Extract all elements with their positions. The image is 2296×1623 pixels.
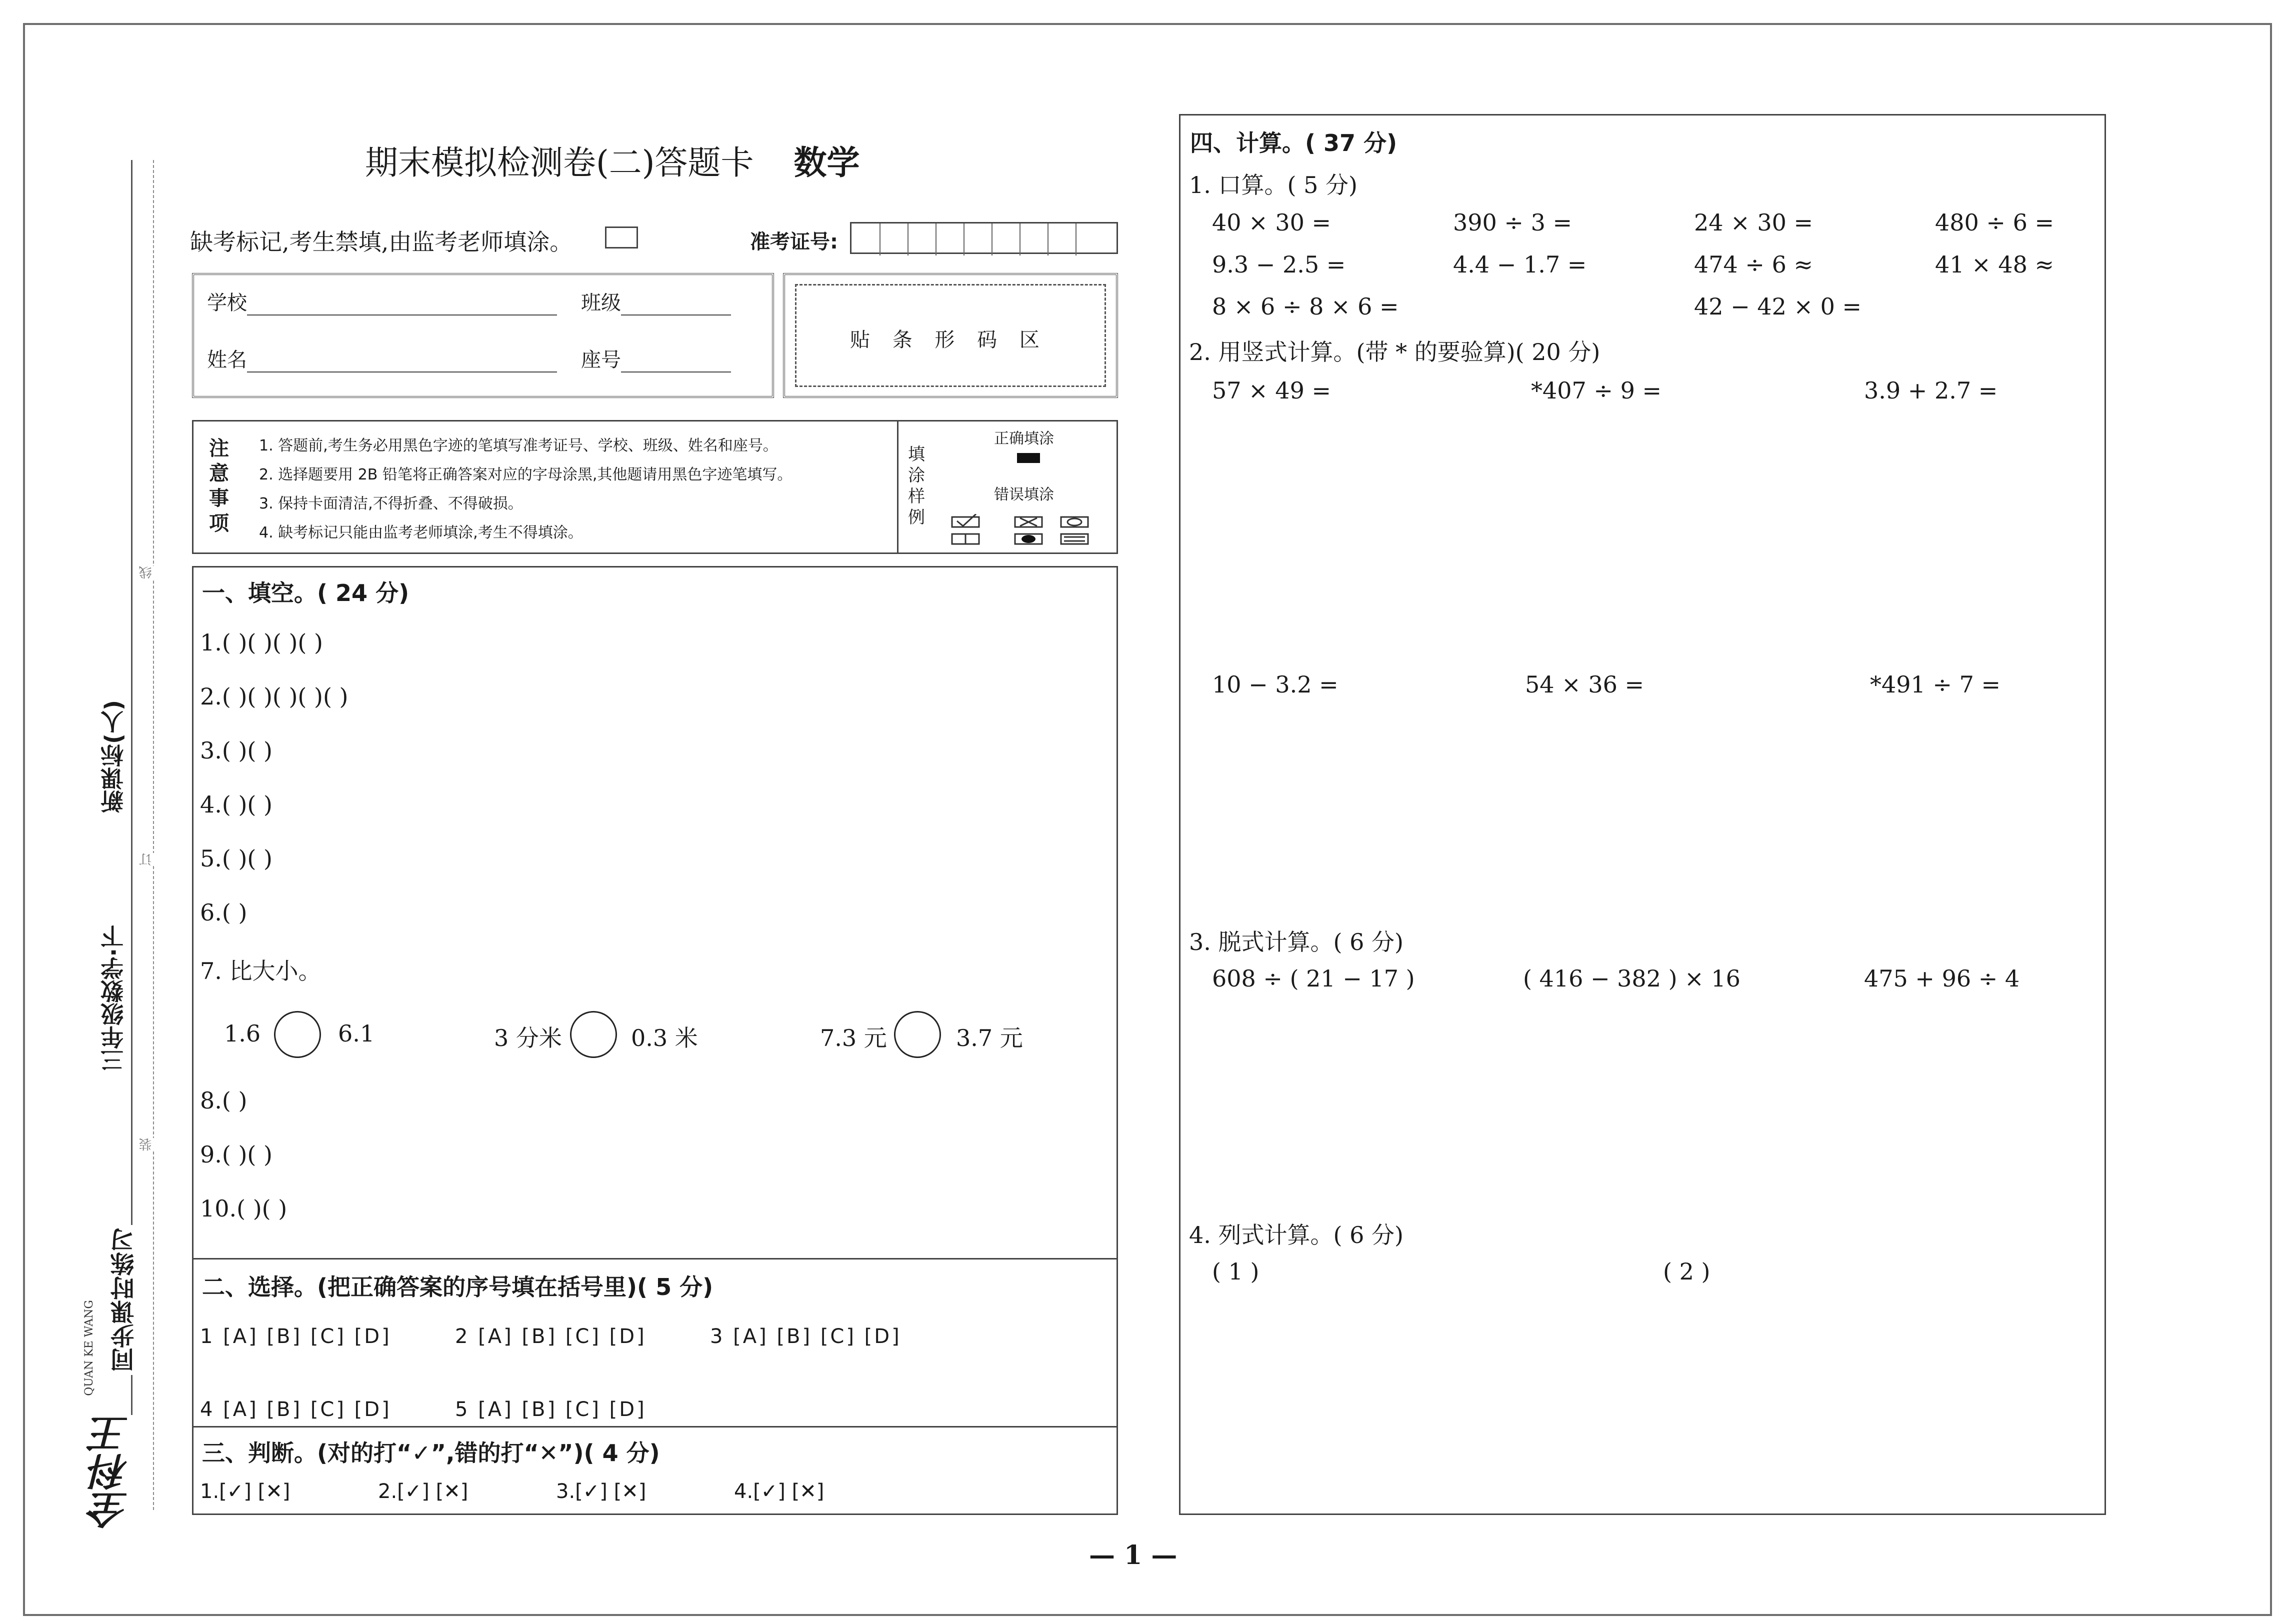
stepwise-2: ( 416 − 382 ) × 16 <box>1523 965 1740 992</box>
listing-1: ( 1 ) <box>1212 1258 1260 1285</box>
notice-item-1: 1. 答题前,考生务必用黑色字迹的笔填写准考证号、学校、班级、姓名和座号。 <box>259 437 778 454</box>
judge-item-1[interactable]: 1.[✓] [✕] <box>200 1480 290 1503</box>
notice-item-3: 3. 保持卡面清洁,不得折叠、不得破损。 <box>259 495 523 512</box>
stepwise-1: 608 ÷ ( 21 − 17 ) <box>1212 965 1415 992</box>
oral-3: 24 × 30 = <box>1694 209 1814 236</box>
oral-10: 42 − 42 × 0 = <box>1694 293 1862 320</box>
correct-fill-label: 正确填涂 <box>994 430 1054 448</box>
oral-5: 9.3 − 2.5 = <box>1212 251 1346 278</box>
divider-2-3 <box>192 1426 1118 1428</box>
absent-note: 缺考标记,考生禁填,由监考老师填涂。 <box>190 228 573 256</box>
notice-heading: 注意事项 <box>209 437 229 535</box>
oral-2: 390 ÷ 3 = <box>1453 209 1572 236</box>
notice-divider <box>897 420 898 554</box>
listing-heading: 4. 列式计算。( 6 分) <box>1189 1222 1404 1248</box>
vertical-2: *407 ÷ 9 = <box>1531 377 1662 404</box>
choice-item-1[interactable]: 1 [A] [B] [C] [D] <box>200 1325 392 1348</box>
wrong-fill-label: 错误填涂 <box>994 486 1054 504</box>
listing-2: ( 2 ) <box>1663 1258 1710 1285</box>
spine-edition: 新课标(人) <box>97 700 130 813</box>
choice-item-4[interactable]: 4 [A] [B] [C] [D] <box>200 1398 392 1421</box>
brand-pinyin: QUAN KE WANG <box>83 1300 96 1396</box>
absent-mark-box[interactable] <box>605 226 638 248</box>
correct-fill-sample <box>1017 453 1040 463</box>
name-field[interactable]: 姓名 <box>207 344 557 372</box>
school-field[interactable]: 学校 <box>207 287 557 316</box>
fill-row-6[interactable]: 6.( ) <box>200 899 248 926</box>
fill-row-10[interactable]: 10.( )( ) <box>200 1195 288 1222</box>
judge-item-3[interactable]: 3.[✓] [✕] <box>556 1480 646 1503</box>
binding-dashed-line <box>153 160 154 1510</box>
compare-3-left: 7.3 元 <box>820 1024 887 1052</box>
vertical-5: 54 × 36 = <box>1525 671 1644 698</box>
fill-row-1[interactable]: 1.( )( )( )( ) <box>200 629 323 656</box>
spine-grade: 三年级数学·下 <box>97 925 130 1072</box>
brand-subtitle: 同步课时练习 <box>107 1225 142 1375</box>
fill-row-5[interactable]: 5.( )( ) <box>200 845 272 872</box>
compare-1-left: 1.6 <box>224 1020 261 1047</box>
compare-circle-1[interactable] <box>274 1011 321 1058</box>
subject-label: 数学 <box>794 144 860 182</box>
section3-heading: 三、判断。(对的打“✓”,错的打“✕”)( 4 分) <box>202 1440 660 1466</box>
stepwise-heading: 3. 脱式计算。( 6 分) <box>1189 928 1404 956</box>
barcode-label: 贴 条 形 码 区 <box>850 328 1048 352</box>
fill-row-2[interactable]: 2.( )( )( )( )( ) <box>200 683 348 710</box>
fill-row-9[interactable]: 9.( )( ) <box>200 1141 272 1168</box>
fill-row-7: 7. 比大小。 <box>200 958 322 984</box>
divider-1-2 <box>192 1258 1118 1260</box>
vertical-3: 3.9 + 2.7 = <box>1864 377 1998 404</box>
right-answer-frame <box>1179 114 2106 1515</box>
vertical-6: *491 ÷ 7 = <box>1870 671 2001 698</box>
oral-6: 4.4 − 1.7 = <box>1453 251 1587 278</box>
notice-item-4: 4. 缺考标记只能由监考老师填涂,考生不得填涂。 <box>259 524 583 542</box>
vertical-1: 57 × 49 = <box>1212 377 1332 404</box>
fill-row-3[interactable]: 3.( )( ) <box>200 737 272 764</box>
compare-circle-2[interactable] <box>570 1011 617 1058</box>
section4-heading: 四、计算。( 37 分) <box>1190 130 1398 156</box>
page-title: 期末模拟检测卷(二)答题卡 数学 <box>365 144 860 182</box>
judge-item-4[interactable]: 4.[✓] [✕] <box>734 1480 824 1503</box>
vertical-4: 10 − 3.2 = <box>1212 671 1338 698</box>
exam-number-grid[interactable] <box>850 222 1118 254</box>
notice-item-2: 2. 选择题要用 2B 铅笔将正确答案对应的字母涂黑,其他题请用黑色字迹笔填写。 <box>259 466 792 484</box>
sample-heading: 填涂样例 <box>908 444 925 528</box>
choice-item-3[interactable]: 3 [A] [B] [C] [D] <box>710 1325 902 1348</box>
choice-item-5[interactable]: 5 [A] [B] [C] [D] <box>455 1398 646 1421</box>
judge-item-2[interactable]: 2.[✓] [✕] <box>378 1480 468 1503</box>
binding-mark-ding: 订 <box>137 853 156 866</box>
oral-4: 480 ÷ 6 = <box>1935 209 2054 236</box>
section2-heading: 二、选择。(把正确答案的序号填在括号里)( 5 分) <box>202 1274 714 1300</box>
oral-7: 474 ÷ 6 ≈ <box>1694 251 1814 278</box>
section1-heading: 一、填空。( 24 分) <box>202 580 410 606</box>
compare-1-right: 6.1 <box>338 1020 375 1047</box>
binding-mark-line: 线 <box>137 566 156 579</box>
compare-2-right: 0.3 米 <box>631 1024 698 1052</box>
brand-logo: 全科王 <box>85 1415 140 1529</box>
seat-field[interactable]: 座号 <box>581 344 731 372</box>
exam-number-label: 准考证号: <box>750 230 838 254</box>
oral-8: 41 × 48 ≈ <box>1935 251 2054 278</box>
page-number: — 1 — <box>1089 1540 1178 1570</box>
compare-2-left: 3 分米 <box>494 1024 562 1052</box>
fill-row-8[interactable]: 8.( ) <box>200 1087 248 1114</box>
compare-3-right: 3.7 元 <box>956 1024 1023 1052</box>
class-field[interactable]: 班级 <box>581 287 731 316</box>
choice-item-2[interactable]: 2 [A] [B] [C] [D] <box>455 1325 646 1348</box>
fill-row-4[interactable]: 4.( )( ) <box>200 791 272 818</box>
oral-heading: 1. 口算。( 5 分) <box>1189 172 1358 198</box>
oral-9: 8 × 6 ÷ 8 × 6 = <box>1212 293 1399 320</box>
stepwise-3: 475 + 96 ÷ 4 <box>1864 965 2020 992</box>
wrong-fill-samples <box>950 514 1090 547</box>
binding-mark-zhuang: 装 <box>137 1138 156 1151</box>
oral-1: 40 × 30 = <box>1212 209 1332 236</box>
vertical-heading: 2. 用竖式计算。(带 * 的要验算)( 20 分) <box>1189 338 1600 366</box>
compare-circle-3[interactable] <box>894 1011 941 1058</box>
